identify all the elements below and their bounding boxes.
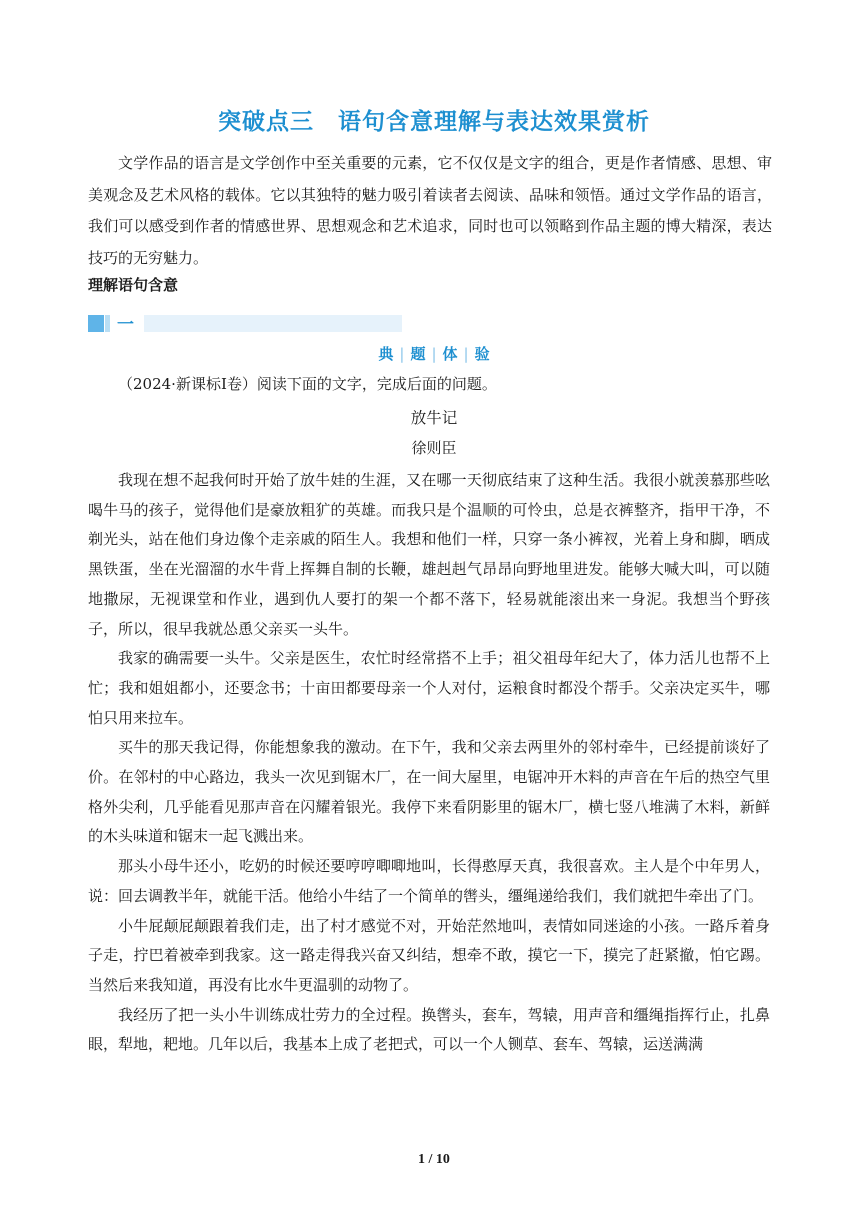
subheading-char: 典 [378,345,394,363]
banner-square-icon [88,315,104,332]
example-subheading [0,343,868,365]
subheading-char: 题 [410,345,426,363]
article-paragraph: 小牛屁颠屁颠跟着我们走，出了村才感觉不对，开始茫然地叫，表情如同迷途的小孩。一路斥着身子走，拧巴着被牵到我家。这一路走得我兴奋又纠结，想牵不敢，摸它一下，摸完了赶紧撤，怕它踢。当然后来我知道，再没有比水牛更温驯的动物了。 [88,916,770,994]
separator-icon: | [463,345,469,363]
section-banner [88,313,402,333]
banner-bar [144,315,402,332]
intro-paragraph: 文学作品的语言是文学创作中至关重要的元素，它不仅仅是文字的组合，更是作者情感、思想、审美观念及艺术风格的载体。它以其独特的魅力吸引着读者去阅读、品味和领悟。通过文学作品的语言，我们可以感受到作者的情感世界、思想观念和艺术追求，同时也可以领略到作品主题的博大精深，表达技巧的无穷魅力。 [88,154,772,267]
subheading-char: 体 [442,345,458,363]
article-body [88,466,770,1060]
separator-icon: | [399,345,405,363]
article-paragraph: 我经历了把一头小牛训练成壮劳力的全过程。换辔头，套车，驾辕，用声音和缰绳指挥行止，扎鼻眼，犁地，耙地。几年以后，我基本上成了老把式，可以一个人铡草、套车、驾辕，运送满满 [88,1005,770,1054]
page-number: 1 / 10 [418,1152,450,1167]
article-author: 徐则臣 [411,439,457,457]
separator-icon: | [431,345,437,363]
article-paragraph: 那头小母牛还小，吃奶的时候还要哼哼唧唧地叫，长得憨厚天真，我很喜欢。主人是个中年男人，说：回去调教半年，就能干活。他给小牛结了一个简单的辔头，缰绳递给我们，我们就把牛牵出了门。 [88,857,770,905]
article-paragraph: 买牛的那天我记得，你能想象我的激动。在下午，我和父亲去两里外的邻村牵牛，已经提前谈好了价。在邻村的中心路边，我头一次见到锯木厂，在一间大屋里，电锯冲开木料的声音在午后的热空气里格外尖利，几乎能看见那声音在闪耀着银光。我停下来看阴影里的锯木厂，横七竖八堆满了木料，新鲜的木头味道和锯末一起飞溅出来。 [88,738,770,846]
article-paragraph: 我现在想不起我何时开始了放牛娃的生涯，又在哪一天彻底结束了这种生活。我很小就羡慕那些吆喝牛马的孩子，觉得他们是豪放粗犷的英雄。而我只是个温顺的可怜虫，总是衣裤整齐，指甲干净，不剃光头，站在他们身边像个走亲戚的陌生人。我想和他们一样，只穿一条小裤衩，光着上身和脚，晒成黑铁蛋，坐在光溜溜的水牛背上挥舞自制的长鞭，雄赳赳气昂昂向野地里进发。能够大喊大叫，可以随地撒尿，无视课堂和作业，遇到仇人要打的架一个都不落下，轻易就能滚出来一身泥。我想当个野孩子，所以，很早我就怂恿父亲买一头牛。 [88,471,770,638]
page-title: 突破点三 语句含意理解与表达效果赏析 [218,109,650,135]
section-heading: 理解语句含意 [88,276,179,294]
article-paragraph: 我家的确需要一头牛。父亲是医生，农忙时经常搭不上手；祖父祖母年纪大了，体力活儿也帮不上忙；我和姐姐都小，还要念书；十亩田都要母亲一个人对付，运粮食时都没个帮手。父亲决定买牛，哪怕只用来拉车。 [88,649,770,727]
banner-number: 一 [117,315,134,335]
subheading-char: 验 [474,345,490,363]
intro-section [88,148,772,274]
question-source: （2024·新课标Ⅰ卷）阅读下面的文字，完成后面的问题。 [118,375,497,393]
banner-stripe-icon [105,315,110,332]
article-title: 放牛记 [410,409,458,427]
